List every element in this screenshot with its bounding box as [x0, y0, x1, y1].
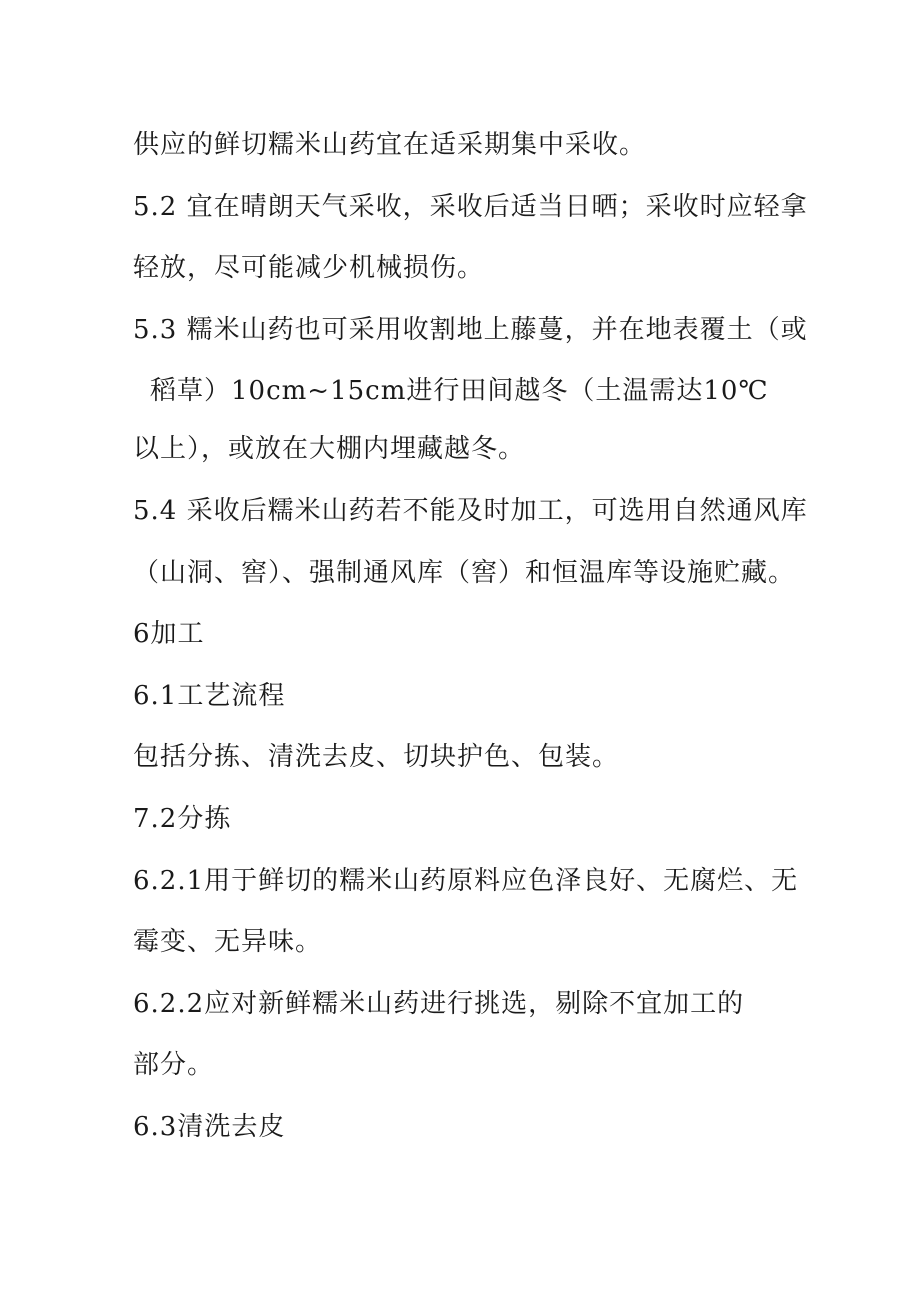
text-line: 6.2.1用于鲜切的糯米山药原料应色泽良好、无腐烂、无 [133, 866, 799, 896]
section-heading: 6加工 [133, 619, 205, 649]
section-heading: 6.3清洗去皮 [133, 1112, 286, 1142]
text-line: 稻草）10cm~15cm进行田间越冬（土温需达10℃ [150, 376, 769, 406]
text-line: 轻放，尽可能减少机械损伤。 [133, 253, 485, 283]
text-line: 供应的鲜切糯米山药宜在适采期集中采收。 [133, 130, 647, 160]
text-line: 6.2.2应对新鲜糯米山药进行挑选，剔除不宜加工的 [133, 989, 745, 1019]
text-line: 霉变、无异味。 [133, 927, 323, 957]
section-heading: 7.2分拣 [133, 804, 232, 834]
text-line: （山洞、窖）、强制通风库（窖）和恒温库等设施贮藏。 [133, 558, 796, 588]
text-line: 5.4 采收后糯米山药若不能及时加工，可选用自然通风库 [133, 496, 808, 526]
text-line: 5.3 糯米山药也可采用收割地上藤蔓，并在地表覆土（或 [133, 315, 808, 345]
text-line: 包括分拣、清洗去皮、切块护色、包装。 [133, 742, 620, 772]
section-heading: 6.1工艺流程 [133, 681, 286, 711]
text-line: 部分。 [133, 1050, 215, 1080]
text-line: 5.2 宜在晴朗天气采收，采收后适当日晒；采收时应轻拿 [133, 192, 808, 222]
text-line: 以上），或放在大棚内埋藏越冬。 [133, 434, 526, 464]
